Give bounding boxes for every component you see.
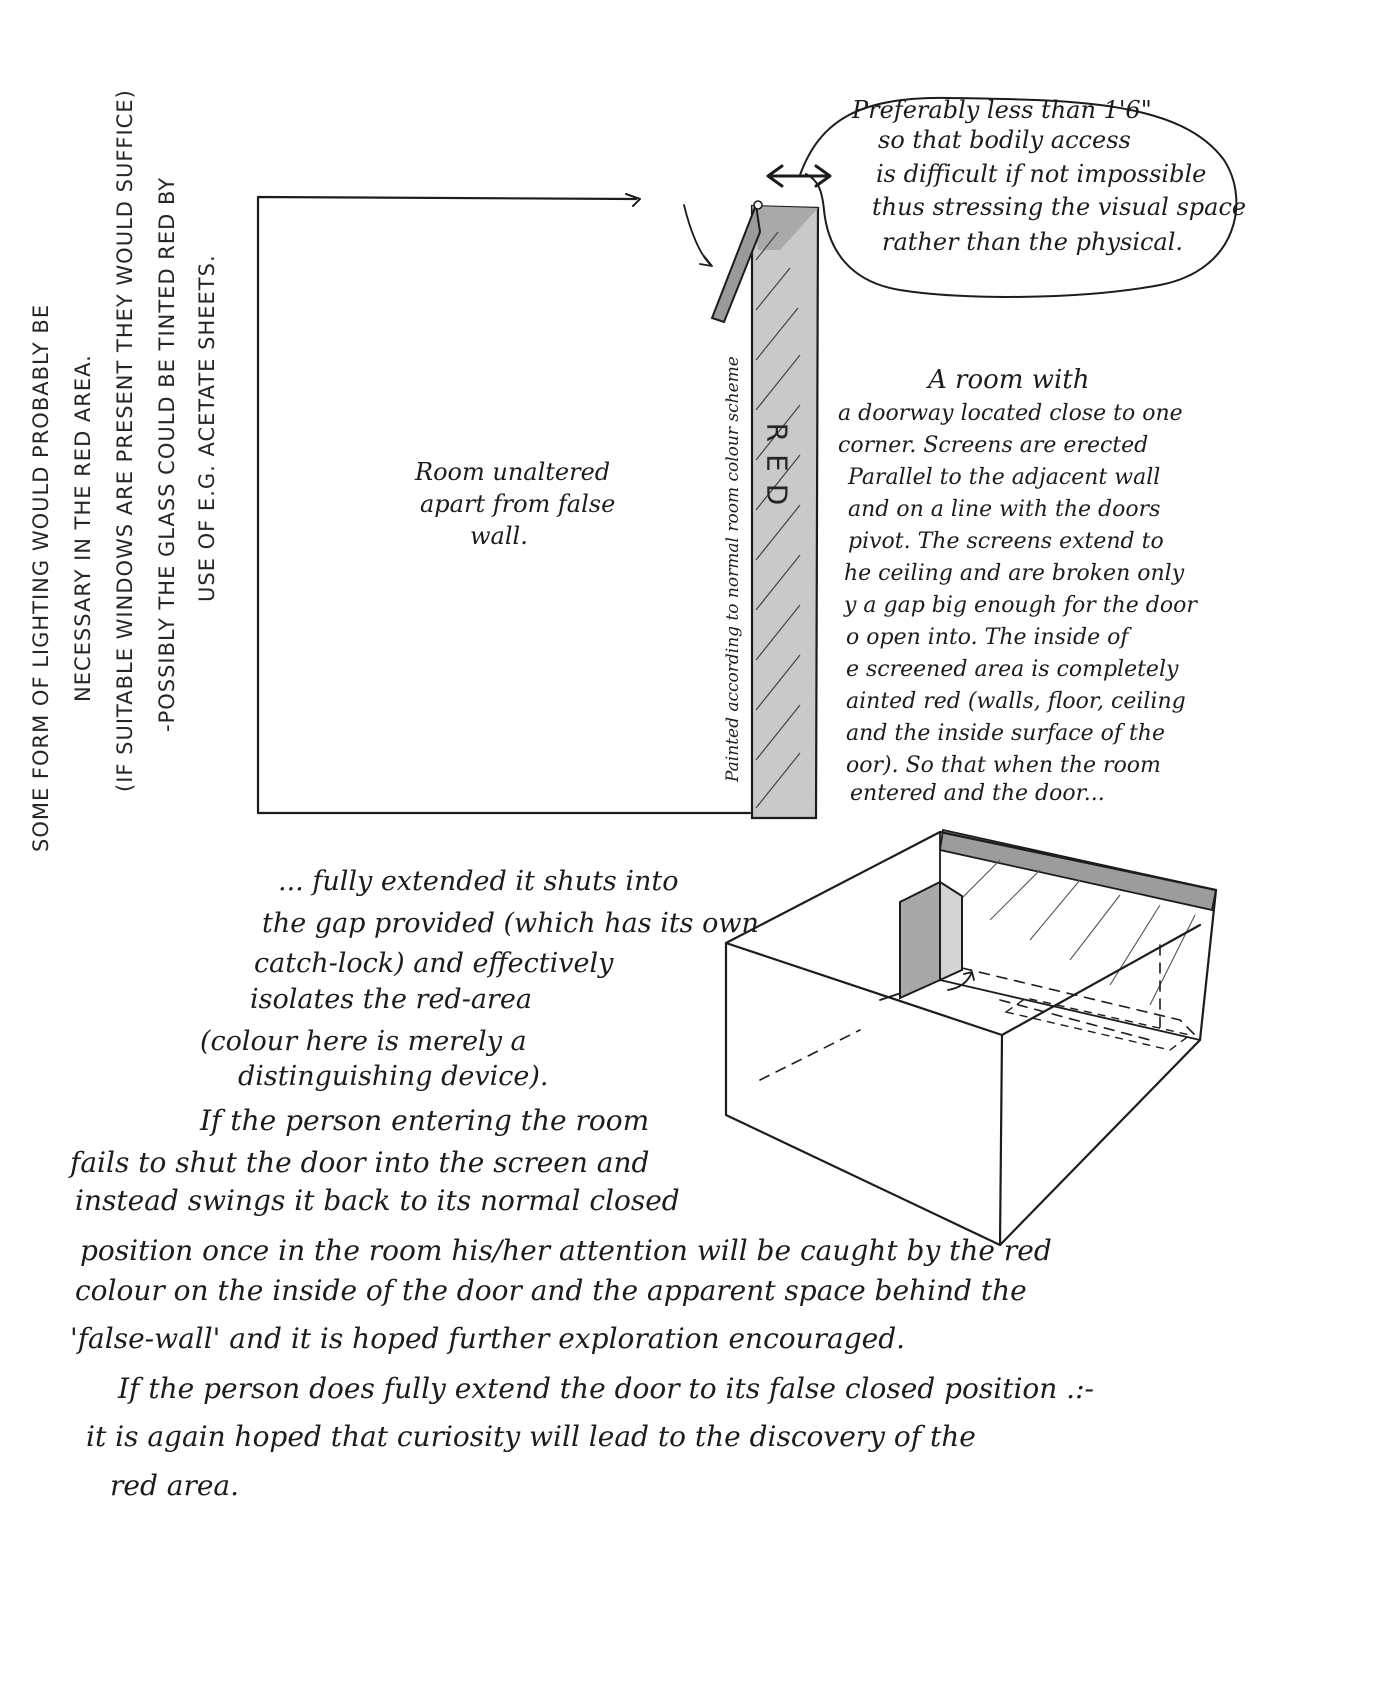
side-note-line-5: USE OF E.G. ACETATE SHEETS.: [195, 254, 219, 602]
wall-colour-label: Painted according to normal room colour scheme: [723, 356, 743, 782]
floor-plan: [258, 166, 830, 818]
bottom-paragraph: [68, 1104, 1103, 1502]
room-label: Room unaltered apart from false wall.: [415, 458, 616, 550]
continuation: [200, 866, 767, 1092]
hidden-screen-base: [1006, 998, 1190, 1050]
door-panel: [940, 882, 962, 980]
side-note: [29, 89, 219, 852]
description-heading: A room with: [928, 365, 1090, 395]
callout-text: Preferably less than 1'6" so that bodily access is difficult if not impossible thus stressing the visual space rather than the physical.: [852, 96, 1247, 256]
door-pivot: [754, 201, 762, 209]
side-note-line-1: SOME FORM OF LIGHTING WOULD PROBABLY BE: [29, 303, 53, 852]
red-label-text: RED: [760, 422, 794, 518]
side-note-line-2: NECESSARY IN THE RED AREA.: [71, 354, 95, 702]
back-wall-top-shade: [940, 830, 1216, 910]
red-label: [761, 423, 794, 518]
side-note-line-3: (IF SUITABLE WINDOWS ARE PRESENT THEY WOULD SUFFICE): [113, 89, 137, 792]
box-front-edges: [726, 925, 1200, 1245]
side-note-line-4: -POSSIBLY THE GLASS COULD BE TINTED RED BY: [155, 176, 179, 732]
isometric-room: [726, 830, 1216, 1245]
hidden-lines: [760, 945, 1200, 1080]
callout: [800, 96, 1254, 297]
width-dimension-arrow: [768, 166, 830, 186]
description: [838, 365, 1204, 806]
screen-panel: [900, 882, 940, 998]
bottom-text: If the person entering the room fails to shut the door into the screen and instead swings it back to its normal closed position once in the room his/her attention will be caught by the red colour on the inside of the door and the apparent space behind the 'false-wall' and it is hoped further exploration encouraged. If the person does fully extend the door to its false closed position .:- it is again hoped that curiosity will lead to the discovery of the red area.: [70, 1104, 1094, 1502]
continuation-text: ... fully extended it shuts into the gap provided (which has its own catch-lock) and effectively isolates the red-area (colour here is merely a distinguishing device).: [200, 866, 759, 1092]
door-pointer-arrow: [684, 205, 712, 266]
description-body: a doorway located close to one corner. Screens are erected Parallel to the adjacent wall and on a line with the doors pivot. The screens extend to he ceiling and are broken only y a gap big enough for the door o open into. The inside of e screened area is completely ainted red (walls, floor, ceiling and the inside surface of the oor). So that when the room entered and the door...: [838, 401, 1197, 806]
